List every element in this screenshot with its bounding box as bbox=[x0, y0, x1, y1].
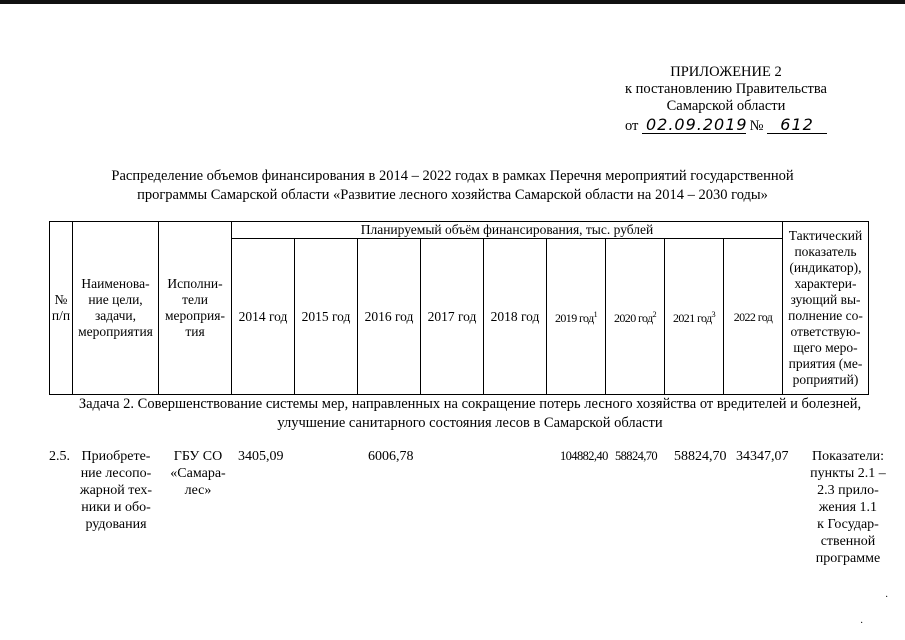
header-indicator: Тактический показатель (индикатор), характери-зующий вы-полнение со-ответствую-щего меро-приятия (ме-роприятий) bbox=[783, 222, 869, 395]
header-number: № п/п bbox=[50, 222, 73, 395]
handwritten-number: 612 bbox=[767, 117, 827, 134]
row-indicator-line: пункты 2.1 – bbox=[810, 466, 886, 481]
row-indicator-line: 2.3 прило- bbox=[817, 483, 879, 498]
task-heading-line-2: улучшение санитарного состояния лесов в Самарской области bbox=[277, 415, 663, 431]
appendix-header bbox=[596, 64, 856, 135]
table-header-row-1 bbox=[50, 222, 869, 239]
header-year-2017: 2017 год bbox=[421, 239, 484, 395]
header-year-2021 bbox=[665, 239, 724, 395]
row-activity-name-line: Приобрете- bbox=[81, 449, 151, 464]
appendix-resolution-line: к постановлению Правительства bbox=[625, 81, 827, 97]
row-executor-line: ГБУ СО bbox=[173, 449, 223, 464]
value-2016: 6006,78 bbox=[368, 449, 414, 464]
from-label: от bbox=[624, 118, 639, 134]
task-heading bbox=[40, 395, 900, 433]
appendix-signature-row bbox=[596, 117, 856, 135]
header-year-2014: 2014 год bbox=[232, 239, 295, 395]
row-indicator-line: к Государ- bbox=[817, 517, 879, 532]
header-year-2015: 2015 год bbox=[295, 239, 358, 395]
row-activity-name-line: ники и обо- bbox=[81, 500, 151, 515]
value-2019: 104882,40 bbox=[560, 449, 608, 463]
scan-speck: · bbox=[860, 618, 864, 629]
number-label: № bbox=[749, 118, 764, 134]
header-year-2022: 2022 год bbox=[724, 239, 783, 395]
header-funding: Планируемый объём финансирования, тыс. рублей bbox=[232, 222, 783, 239]
task-heading-line-1: Задача 2. Совершенствование системы мер, направленных на сокращение потерь лесного хозяйства от вредителей и болезней, bbox=[78, 396, 862, 412]
row-indicator-line: ственной bbox=[820, 534, 876, 549]
scan-speck: · bbox=[885, 592, 889, 603]
header-name: Наименова-ние цели, задачи, мероприятия bbox=[73, 222, 159, 395]
appendix-region-line: Самарской области bbox=[666, 98, 786, 114]
footnote-3: 3 bbox=[711, 310, 715, 319]
value-2022: 34347,07 bbox=[736, 449, 789, 464]
row-indicator-line: программе bbox=[815, 551, 881, 566]
header-year-2021-label: 2021 год bbox=[673, 311, 712, 325]
header-year-2020-label: 2020 год bbox=[614, 311, 653, 325]
top-border-line bbox=[0, 0, 905, 4]
footnote-1: 1 bbox=[593, 310, 597, 319]
row-activity-name bbox=[71, 448, 161, 533]
header-year-2019-label: 2019 год bbox=[555, 311, 594, 325]
document-title-line-2: программы Самарской области «Развитие лесного хозяйства Самарской области на 2014 – 2030 годы» bbox=[137, 187, 768, 203]
handwritten-date: 02.09.2019 bbox=[642, 117, 746, 134]
header-year-2020 bbox=[606, 239, 665, 395]
value-2020: 58824,70 bbox=[615, 449, 658, 463]
value-2014: 3405,09 bbox=[238, 449, 284, 464]
row-executor bbox=[162, 448, 234, 499]
row-activity-name-line: ние лесопо- bbox=[80, 466, 152, 481]
row-indicator-line: Показатели: bbox=[812, 449, 884, 464]
header-year-2018: 2018 год bbox=[484, 239, 547, 395]
row-number: 2.5. bbox=[49, 449, 70, 464]
row-executor-line: «Самара- bbox=[170, 466, 226, 481]
row-indicator bbox=[798, 448, 898, 567]
document-title-line-1: Распределение объемов финансирования в 2014 – 2022 годах в рамках Перечня мероприятий государственной bbox=[111, 168, 794, 184]
row-activity-name-line: жарной тех- bbox=[79, 483, 153, 498]
row-activity-name-line: рудования bbox=[85, 517, 147, 532]
appendix-title: ПРИЛОЖЕНИЕ 2 bbox=[670, 64, 782, 80]
row-executor-line: лес» bbox=[184, 483, 212, 498]
row-indicator-line: жения 1.1 bbox=[818, 500, 878, 515]
header-year-2019 bbox=[547, 239, 606, 395]
value-2021: 58824,70 bbox=[674, 449, 727, 464]
header-year-2016: 2016 год bbox=[358, 239, 421, 395]
footnote-2: 2 bbox=[652, 310, 656, 319]
document-title bbox=[40, 167, 865, 205]
funding-table bbox=[49, 221, 869, 395]
header-executors: Исполни-тели мероприя-тия bbox=[159, 222, 232, 395]
